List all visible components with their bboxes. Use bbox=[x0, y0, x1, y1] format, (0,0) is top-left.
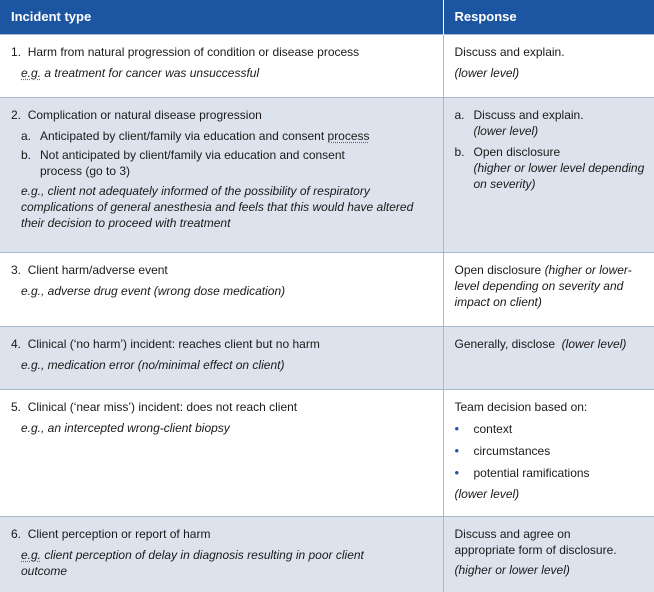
response-level: (higher or lower level) bbox=[455, 562, 649, 578]
incident-example: e.g., medication error (no/minimal effect on client) bbox=[21, 357, 437, 373]
bullet-icon: • bbox=[455, 465, 474, 481]
response-text: Open disclosure (higher or lower-level depending on severity and impact on client) bbox=[455, 262, 649, 310]
incident-cell bbox=[0, 253, 443, 327]
response-level: (lower level) bbox=[455, 486, 649, 502]
bullet-item: • circumstances bbox=[455, 443, 649, 459]
response-a: a. Discuss and explain. (lower level) bbox=[455, 107, 649, 139]
response-main: Discuss and agree on appropriate form of disclosure. bbox=[455, 526, 649, 558]
response-cell bbox=[443, 327, 654, 390]
response-main: Discuss and explain. bbox=[455, 44, 649, 60]
response-cell bbox=[443, 98, 654, 253]
incident-example: e.g., an intercepted wrong-client biopsy bbox=[21, 420, 437, 436]
incident-example: e.g. a treatment for cancer was unsuccessful bbox=[21, 65, 437, 81]
response-cell bbox=[443, 35, 654, 98]
table-row bbox=[0, 253, 654, 327]
incident-cell bbox=[0, 35, 443, 98]
incident-title: 6. Client perception or report of harm bbox=[11, 526, 437, 542]
table-row bbox=[0, 35, 654, 98]
response-header: Response bbox=[443, 0, 654, 35]
bullet-icon: • bbox=[455, 421, 474, 437]
incident-cell bbox=[0, 98, 443, 253]
incident-title: 1. Harm from natural progression of condition or disease process bbox=[11, 44, 437, 60]
response-main: Team decision based on: bbox=[455, 399, 649, 415]
table-row bbox=[0, 517, 654, 592]
response-cell bbox=[443, 390, 654, 517]
table-header-row bbox=[0, 0, 654, 35]
response-cell bbox=[443, 253, 654, 327]
incident-example: e.g., client not adequately informed of the possibility of respiratory complications of general anesthesia and feels that this would have altered their decision to proceed with treatment bbox=[21, 183, 437, 231]
response-level: (lower level) bbox=[455, 65, 649, 81]
subitem-a: a. Anticipated by client/family via education and consent process bbox=[21, 128, 437, 144]
table-row bbox=[0, 327, 654, 390]
incident-type-header: Incident type bbox=[0, 0, 443, 35]
incident-title: 5. Clinical (‘near miss’) incident: does not reach client bbox=[11, 399, 437, 415]
response-b: b. Open disclosure (higher or lower level depending on severity) bbox=[455, 144, 649, 192]
response-text: Generally, disclose (lower level) bbox=[455, 336, 649, 352]
incident-cell bbox=[0, 517, 443, 592]
subitem-b: b. Not anticipated by client/family via education and consent process (go to 3) bbox=[21, 147, 437, 179]
bullet-item: • context bbox=[455, 421, 649, 437]
table-row bbox=[0, 390, 654, 517]
incident-example: e.g. client perception of delay in diagnosis resulting in poor client outcome bbox=[21, 547, 437, 579]
bullet-icon: • bbox=[455, 443, 474, 459]
bullet-item: • potential ramifications bbox=[455, 465, 649, 481]
incident-title: 2. Complication or natural disease progression bbox=[11, 107, 437, 123]
incident-title: 4. Clinical (‘no harm’) incident: reaches client but no harm bbox=[11, 336, 437, 352]
incident-title: 3. Client harm/adverse event bbox=[11, 262, 437, 278]
incident-example: e.g., adverse drug event (wrong dose medication) bbox=[21, 283, 437, 299]
response-cell bbox=[443, 517, 654, 592]
incident-cell bbox=[0, 390, 443, 517]
incident-cell bbox=[0, 327, 443, 390]
table-row bbox=[0, 98, 654, 253]
